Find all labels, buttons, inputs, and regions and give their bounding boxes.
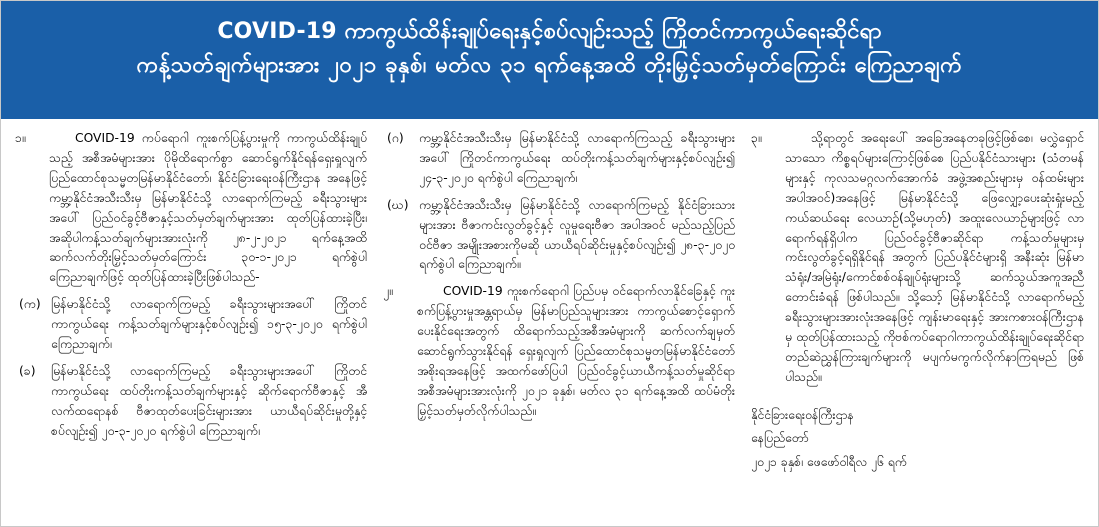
paragraph-3-text: သို့ရာတွင် အရေးပေါ် အခြေအနေတခုဖြင့်ဖြစ်စေ၊ မလွှဲရှောင်သာသော ကိစ္စရပ်များကြောင့်ဖြစ်စေ ပြည်ပနိုင်ငံသားများ (သံတမန်များနှင့် ကုလသမဂ္ဂလက်အောက်ခံ အဖွဲ့အစည်းများမှ ဝန်ထမ်းများ အပါအဝင်)အနေဖြင့် မြန်မာနိုင်ငံသို့ ဖြေလျှော့ပေးဆုံးရှုံးမည့် ကယ်ဆယ်ရေး လေယာဉ်(သို့မဟုတ်) အထူးလေယာဉ်များဖြင့် လာရောက်ရန်ရှိပါက ပြည်ဝင်ခွင့်ဗီဇာဆိုင်ရာ ကန့်သတ်မှုများမှ ကင်းလွတ်ခွင့်ရရှိနိုင်ရန် အတွက် ပြည်ပနိုင်ငံများရှိ အနီးဆုံး မြန်မာသံရုံး/အမြဲရုံး/ကောင်စစ်ဝန်ချုပ်ရုံးများသို့ ဆက်သွယ်အကူအညီတောင်းခံရန် ဖြစ်ပါသည်။ သို့သော့် မြန်မာနိုင်ငံသို့ လာရောက်မည့် ခရီးသွားများအားလုံးအနေဖြင့် ကျန်းမာရေးနှင့် အားကစားဝန်ကြီးဌာနမှ ထုတ်ပြန်ထားသည့် ကိုဗစ်ကပ်ရောဂါကာကွယ်ထိန်းချုပ်ရေးဆိုင်ရာ တည်ဆဲညွှန်ကြားချက်များကို မပျက်မကွက်လိုက်နာကြရမည် ဖြစ်ပါသည်။ xyxy=(785,131,1084,384)
paragraph-1-marker: ၁။ xyxy=(15,131,26,145)
paragraph-1 xyxy=(15,129,367,288)
column-one xyxy=(15,129,367,518)
paragraph-2-text: COVID-19 ကူးစက်ရောဂါ ပြည်ပမှ ဝင်ရောက်လာနိုင်ခြေနှင့် ကူးစက်ပြန့်ပွားမှုအန္တရာယ်မှ မြန်မာပြည်သူများအား ကာကွယ်စောင့်ရှောက်ပေးနိုင်ရေးအတွက် ထိရောက်သည့်အစီအမံများကို ဆက်လက်ချမှတ်ဆောင်ရွက်သွားနိုင်ရန် ရှေးရှုလျက် ပြည်ထောင်စုသမ္မတမြန်မာနိုင်ငံတော်အစိုးရအနေဖြင့် အထက်ဖော်ပြပါ ပြည်ဝင်ခွင့်ယာယီကန့်သတ်မှုဆိုင်ရာ အစီအမံများအားလုံးကို ၂၀၂၁ ခုနှစ်၊ မတ်လ ၃၁ ရက်နေ့အထိ ထပ်မံတိုးမြှင့်သတ်မှတ်လိုက်ပါသည်။ xyxy=(417,284,735,418)
sub-kha-marker: (ခ) xyxy=(19,363,36,378)
signature-city: နေပြည်တော် xyxy=(751,431,809,446)
paragraph-1-sub-kha xyxy=(19,362,367,442)
signature-ministry: နိုင်ငံခြားရေးဝန်ကြီးဌာန xyxy=(751,407,854,422)
sub-ka-marker: (က) xyxy=(19,297,41,312)
sub-kha-text: မြန်မာနိုင်ငံသို့ လာရောက်ကြမည့် ခရီးသွားများအပေါ် ကြိုတင်ကာကွယ်ရေး ထပ်တိုးကန့်သတ်ချက်များနှင့် ဆိုက်ရောက်ဗီဇာနှင့် အီလက်ထရောနစ် ဗီဇာထုတ်ပေးခြင်းများအား ယာယီရပ်ဆိုင်းမှုတို့နှင့်စပ်လျဉ်း၍ ၂၀-၃-၂၀၂၀ ရက်စွဲပါ ကြေညာချက်၊ xyxy=(51,363,367,438)
header-title-line-1: COVID-19 ကာကွယ်ထိန်းချုပ်ရေးနှင့်စပ်လျဉ်းသည့် ကြိုတင်ကာကွယ်ရေးဆိုင်ရာ xyxy=(217,19,882,44)
paragraph-2 xyxy=(383,282,735,421)
paragraph-1-sub-ka xyxy=(19,295,367,355)
document-body xyxy=(1,119,1098,526)
paragraph-3-marker: ၃။ xyxy=(751,131,762,145)
signature-date: ၂၀၂၁ ခုနှစ်၊ ဖေဖော်ဝါရီလ ၂၆ ရက် xyxy=(751,454,907,469)
paragraph-1-text: COVID-19 ကပ်ရောဂါ ကူးစက်ပြန့်ပွားမှုကို ကာကွယ်ထိန်းချုပ်သည့် အစီအမံများအား ပိုမိုထိရောက်စွာ ဆောင်ရွက်နိုင်ရန်ရှေးရှုလျက် ပြည်ထောင်စုသမ္မတမြန်မာနိုင်ငံတော်၊ နိုင်ငံခြားရေးဝန်ကြီးဌာန အနေဖြင့် ကမ္ဘာ့နိုင်ငံအသီးသီးမှ မြန်မာနိုင်ငံသို့ လာရောက်ကြမည့် ခရီးသွားများအပေါ် ပြည်ဝင်ခွင့်ဗီဇာနှင့်သတ်မှတ်ချက်များအား ထုတ်ပြန်ထားခဲ့ပြီး၊ အဆိုပါကန့်သတ်ချက်များအားလုံးကို ၂၈-၂-၂၀၂၁ ရက်နေ့အထိ ဆက်လက်တိုးမြှင့်သတ်မှတ်ကြောင်း ၃၀-၁-၂၀၂၁ ရက်စွဲပါ ကြေညာချက်ဖြင့် ထုတ်ပြန်ထားခဲ့ပြီးဖြစ်ပါသည်- xyxy=(49,131,367,285)
sub-nga-text: ကမ္ဘာ့နိုင်ငံအသီးသီးမှ မြန်မာနိုင်ငံသို့ လာရောက်ကြမည့် နိုင်ငံခြားသားများအား ဗီဇာကင်းလွတ်ခွင့်နှင့် လူမှုရေးဗီဇာ အပါအဝင် မည်သည့်ပြည်ဝင်ဗီဇာ အမျိုးအစားကိုမဆို ယာယီရပ်ဆိုင်းမှုနှင့်စပ်လျဉ်း၍ ၂၈-၃-၂၀၂၀ ရက်စွဲပါ ကြေညာချက်။ xyxy=(419,197,735,272)
header-title-line-2: ကန့်သတ်ချက်များအား ၂၀၂၁ ခုနှစ်၊ မတ်လ ၃၁ ရက်နေ့အထိ တိုးမြှင့်သတ်မှတ်ကြောင်း ကြေညာချက် xyxy=(136,53,963,79)
paragraph-1-sub-nga xyxy=(387,196,735,276)
paragraph-3 xyxy=(751,129,1084,388)
column-three xyxy=(751,129,1084,518)
signature-block xyxy=(751,404,1084,474)
sub-nga-marker: (ဃ) xyxy=(387,197,409,212)
sub-ga-text: ကမ္ဘာ့နိုင်ငံအသီးသီးမှ မြန်မာနိုင်ငံသို့ လာရောက်ကြသည့် ခရီးသွားများအပေါ် ကြိုတင်ကာကွယ်ရေး ထပ်တိုးကန့်သတ်ချက်များနှင့်စပ်လျဉ်း၍ ၂၄-၃-၂၀၂၀ ရက်စွဲပါ ကြေညာချက်၊ xyxy=(419,131,735,185)
paragraph-1-sub-ga xyxy=(387,129,735,189)
paragraph-2-marker: ၂။ xyxy=(383,284,393,299)
sub-ka-text: မြန်မာနိုင်ငံသို့ လာရောက်ကြမည့် ခရီးသွားများအပေါ် ကြိုတင်ကာကွယ်ရေး ကန့်သတ်ချက်များနှင့်စပ်လျဉ်း၍ ၁၅-၃-၂၀၂၀ ရက်စွဲပါ ကြေညာချက်၊ xyxy=(51,297,367,352)
column-two xyxy=(383,129,735,518)
sub-ga-marker: (ဂ) xyxy=(387,131,404,145)
document-header-banner xyxy=(1,1,1098,119)
